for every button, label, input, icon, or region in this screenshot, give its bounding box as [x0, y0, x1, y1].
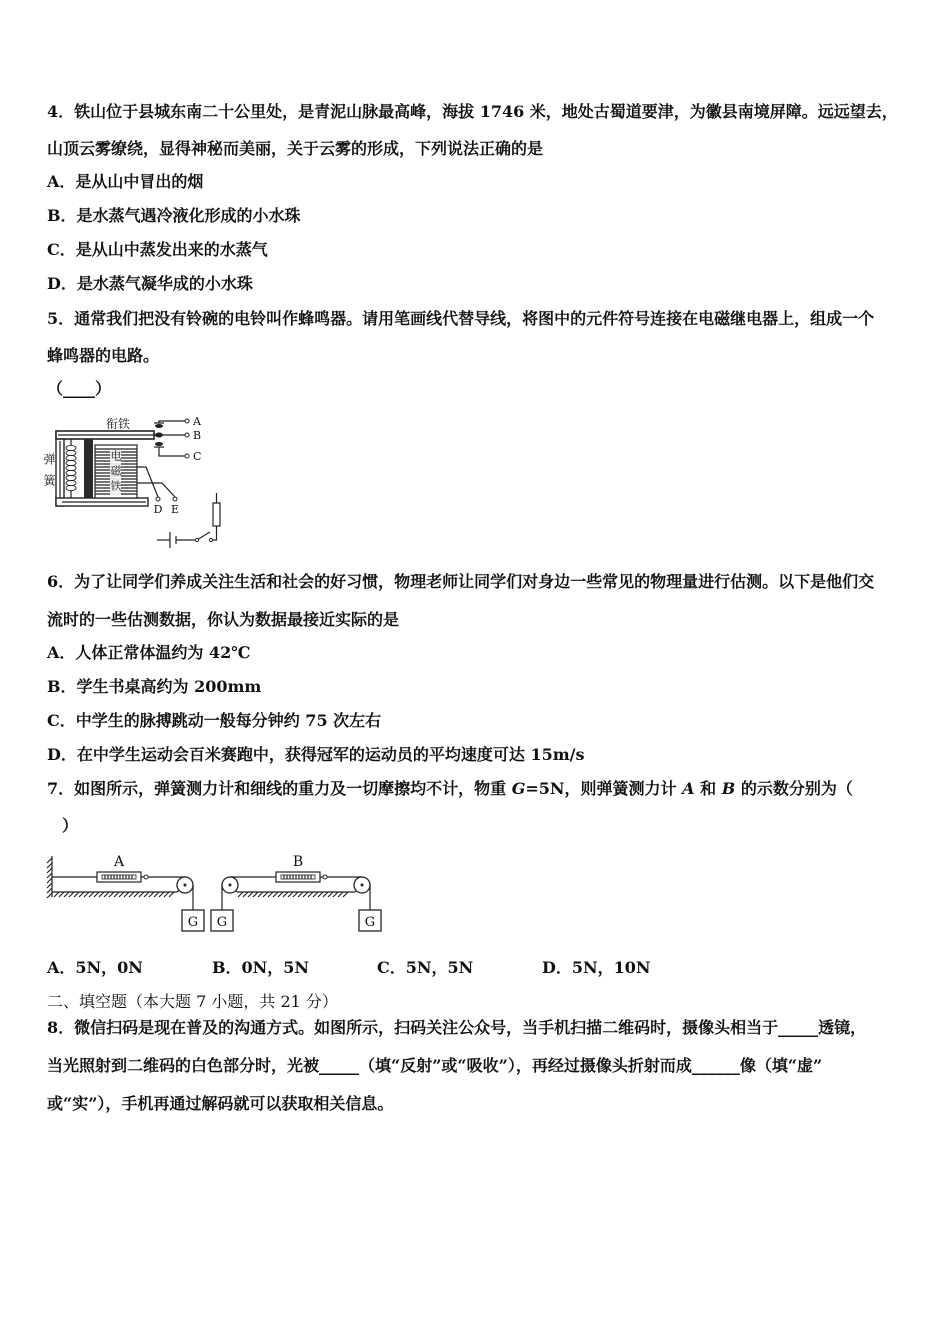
q4-option-d: D．是水蒸气凝华成的小水珠 [47, 274, 253, 293]
terminal-e [173, 497, 177, 501]
weight-label-3: G [364, 915, 376, 930]
table-hatching-left [54, 892, 174, 897]
terminal-e-label: E [170, 503, 180, 516]
switch-left-contact [195, 538, 198, 541]
q6-option-c: C．中学生的脉搏跳动一般每分钟约 75 次左右 [47, 711, 382, 730]
buzzer-symbol [213, 503, 220, 526]
q4-option-b: B．是水蒸气遇冷液化形成的小水珠 [47, 206, 301, 225]
section-2-heading: 二、填空题（本大题 7 小题，共 21 分） [47, 992, 338, 1011]
q7-scale-a-symbol: A [682, 779, 695, 798]
armature-contact [155, 433, 163, 438]
electromagnet-label: 电磁铁 [109, 450, 122, 495]
q7-weight-symbol: G [511, 779, 526, 798]
scale-b-label: B [292, 854, 304, 870]
switch-right-contact [209, 538, 212, 541]
circuit-wire-right [213, 526, 217, 540]
q7-stem-text-4: 的示数分别为（ [735, 779, 853, 798]
weight-label-1: G [187, 915, 199, 930]
q7-option-c: C．5N，5N [377, 958, 474, 977]
relay-spring [66, 445, 76, 490]
q8-stem-line-1: 8．微信扫码是现在普及的沟通方式。如图所示，扫码关注公众号，当手机扫描二维码时，摄像头相当于_____透镜， [47, 1018, 867, 1037]
terminal-d-label: D [153, 503, 163, 516]
q8-stem-line-3: 或“实”），手机再通过解码就可以获取相关信息。 [47, 1094, 394, 1113]
terminal-b-label: B [193, 429, 202, 442]
pulley-left-axle [184, 884, 187, 887]
relay-circuit-svg [40, 405, 240, 555]
terminal-a-label: A [193, 415, 201, 428]
spring-scale-figure [40, 850, 390, 940]
coil-wire-e [137, 483, 175, 497]
spring-scale-a-rod [102, 875, 136, 879]
terminal-a [185, 419, 189, 423]
spring-scale-b-rod [281, 875, 315, 879]
q7-stem-line-2: ） [62, 816, 79, 835]
switch-blade [199, 532, 211, 539]
upper-contact [155, 424, 163, 428]
pulley-middle-axle [229, 884, 232, 887]
spring-scale-b-hook-ring [323, 875, 327, 879]
q7-option-b: B．0N，5N [212, 958, 310, 977]
q5-stem-line-1: 5．通常我们把没有铃碗的电铃叫作蜂鸣器。请用笔画线代替导线，将图中的元件符号连接在电磁继电器上，组成一个 [47, 309, 875, 328]
q5-stem-line-2: 蜂鸣器的电路。 [47, 346, 160, 365]
q8-stem-line-2: 当光照射到二维码的白色部分时，光被_____（填“反射”或“吸收”），再经过摄像头折射而成______像（填“虚” [47, 1056, 823, 1075]
weight-label-2: G [216, 915, 228, 930]
q7-option-a: A．5N，0N [47, 958, 143, 977]
q6-option-b: B．学生书桌高约为 200mm [47, 677, 262, 696]
q4-stem-line-2: 山顶云雾缭绕，显得神秘而美丽，关于云雾的形成，下列说法正确的是 [47, 139, 544, 158]
q5-answer-blank: （____） [47, 379, 112, 398]
q6-option-a: A．人体正常体温约为 42℃ [47, 643, 251, 662]
q7-option-d: D．5N，10N [542, 958, 651, 977]
q6-stem-line-2: 流时的一些估测数据，你认为数据最接近实际的是 [47, 610, 400, 629]
q7-scale-b-symbol: B [721, 779, 736, 798]
q7-stem-text-3: 和 [694, 779, 722, 798]
q4-stem-line-1: 4．铁山位于县城东南二十公里处，是青泥山脉最高峰，海拔 1746 米，地处古蜀道要津，为徽县南境屏障。远远望去， [47, 102, 898, 121]
coil-wire-d [137, 467, 158, 497]
table-hatching-right [238, 892, 348, 897]
wire-to-terminal-c [159, 447, 185, 456]
wall-hatching [47, 858, 52, 898]
q4-option-a: A．是从山中冒出的烟 [47, 172, 204, 191]
q7-stem-line-1 [47, 779, 853, 799]
lower-contact [155, 442, 163, 446]
terminal-b [185, 433, 189, 437]
spring-scale-a-hook-ring [144, 875, 148, 879]
q4-option-c: C．是从山中蒸发出来的水蒸气 [47, 240, 268, 259]
electromagnet-core [84, 439, 93, 498]
q7-stem-text-2: =5N，则弹簧测力计 [525, 779, 683, 798]
terminal-c [185, 454, 189, 458]
terminal-c-label: C [193, 450, 202, 463]
q6-option-d: D．在中学生运动会百米赛跑中，获得冠军的运动员的平均速度可达 15m/s [47, 745, 585, 764]
armature-label: 衔铁 [105, 417, 131, 431]
q7-stem-text-1: 7．如图所示，弹簧测力计和细线的重力及一切摩擦均不计，物重 [47, 779, 512, 798]
pulley-right-axle [361, 884, 364, 887]
spring-label: 弹簧 [42, 453, 56, 495]
q6-stem-line-1: 6．为了让同学们养成关注生活和社会的好习惯，物理老师让同学们对身边一些常见的物理量进行估测。以下是他们交 [47, 572, 875, 591]
scale-a-label: A [113, 854, 125, 870]
relay-circuit-figure [40, 405, 240, 555]
spring-scale-svg [40, 850, 390, 940]
terminal-d [156, 497, 160, 501]
